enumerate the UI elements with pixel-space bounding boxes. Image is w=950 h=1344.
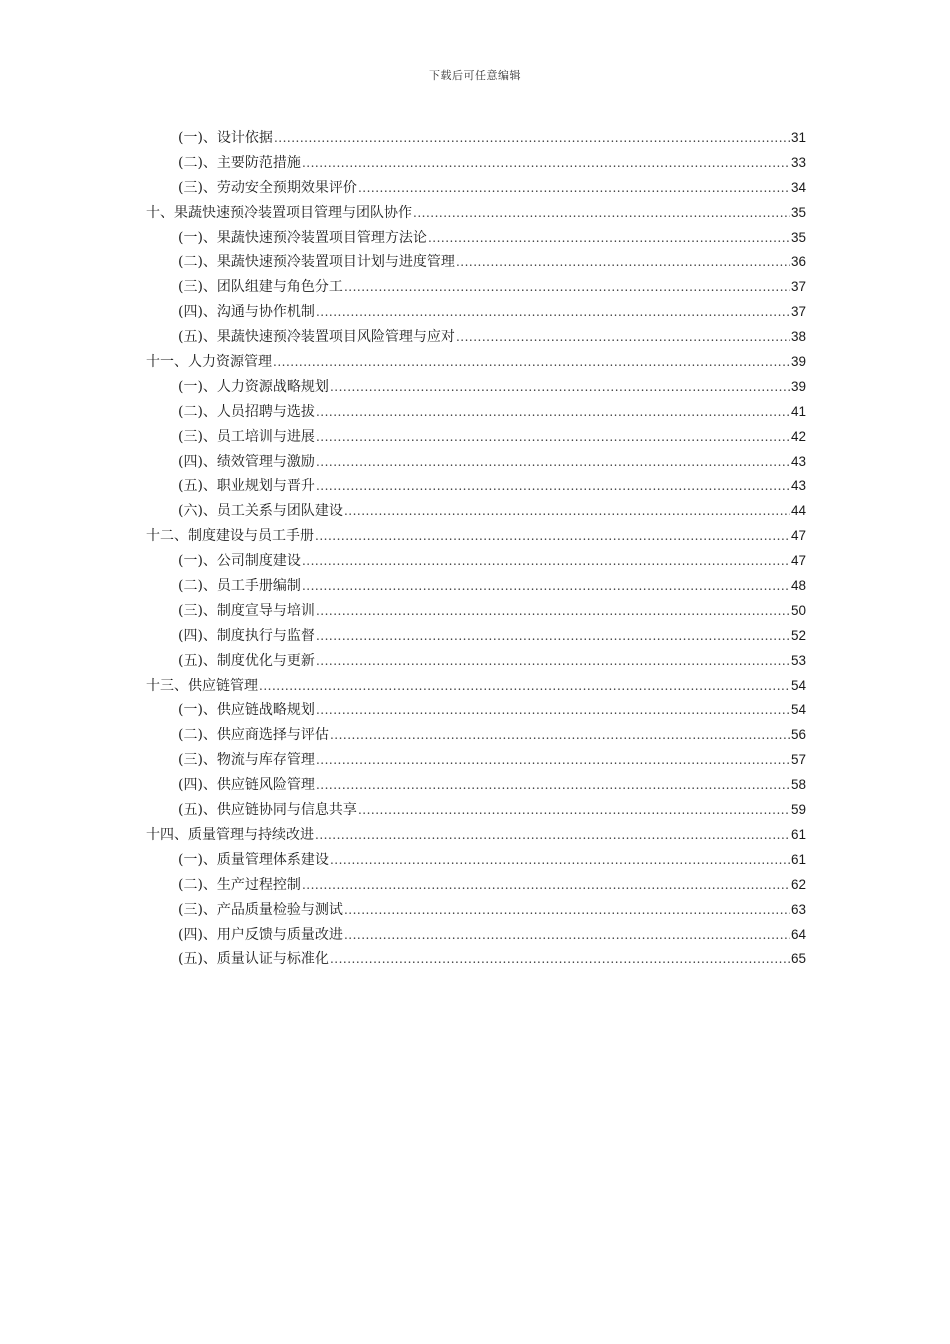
- toc-chapter-entry[interactable]: [146, 350, 806, 375]
- toc-entry-title: 十二、制度建设与员工手册: [146, 528, 314, 545]
- toc-page-number: 35: [790, 229, 806, 245]
- toc-entry-title: (四)、绩效管理与激励: [178, 453, 315, 470]
- toc-section-entry[interactable]: [146, 126, 806, 151]
- toc-dot-leader: [316, 624, 790, 649]
- toc-page-number: 34: [790, 179, 806, 195]
- toc-dot-leader: [330, 723, 790, 748]
- toc-entry-title: (四)、制度执行与监督: [178, 627, 315, 644]
- toc-dot-leader: [316, 425, 790, 450]
- toc-section-entry[interactable]: [146, 226, 806, 251]
- toc-chapter-entry[interactable]: [146, 823, 806, 848]
- table-of-contents: [146, 126, 806, 972]
- toc-section-entry[interactable]: [146, 151, 806, 176]
- toc-page-number: 47: [790, 553, 806, 569]
- toc-section-entry[interactable]: [146, 624, 806, 649]
- toc-page-number: 65: [790, 951, 806, 967]
- toc-section-entry[interactable]: [146, 275, 806, 300]
- toc-dot-leader: [330, 375, 790, 400]
- toc-entry-title: (二)、生产过程控制: [178, 876, 301, 893]
- toc-dot-leader: [316, 773, 790, 798]
- toc-page-number: 43: [790, 478, 806, 494]
- toc-section-entry[interactable]: [146, 574, 806, 599]
- toc-section-entry[interactable]: [146, 425, 806, 450]
- toc-entry-title: (三)、物流与库存管理: [178, 752, 315, 769]
- toc-section-entry[interactable]: [146, 450, 806, 475]
- toc-section-entry[interactable]: [146, 499, 806, 524]
- toc-dot-leader: [315, 524, 790, 549]
- toc-section-entry[interactable]: [146, 898, 806, 923]
- toc-page-number: 41: [790, 403, 806, 419]
- toc-dot-leader: [274, 126, 790, 151]
- toc-entry-title: (六)、员工关系与团队建设: [178, 503, 343, 520]
- toc-dot-leader: [344, 275, 790, 300]
- toc-entry-title: (一)、设计依据: [178, 130, 273, 146]
- toc-dot-leader: [302, 549, 790, 574]
- toc-page-number: 54: [790, 677, 806, 693]
- toc-dot-leader: [316, 400, 790, 425]
- toc-entry-title: (五)、质量认证与标准化: [178, 951, 329, 968]
- toc-section-entry[interactable]: [146, 723, 806, 748]
- toc-entry-title: (一)、公司制度建设: [178, 553, 301, 570]
- toc-page-number: 35: [790, 204, 806, 220]
- toc-entry-title: (五)、制度优化与更新: [178, 652, 315, 669]
- toc-entry-title: (一)、果蔬快速预冷装置项目管理方法论: [178, 229, 427, 246]
- toc-section-entry[interactable]: [146, 549, 806, 574]
- toc-section-entry[interactable]: [146, 773, 806, 798]
- toc-dot-leader: [316, 698, 790, 723]
- toc-dot-leader: [358, 176, 790, 201]
- toc-page-number: 42: [790, 428, 806, 444]
- toc-dot-leader: [316, 649, 790, 674]
- toc-dot-leader: [259, 674, 790, 699]
- toc-entry-title: (二)、员工手册编制: [178, 578, 301, 595]
- toc-section-entry[interactable]: [146, 798, 806, 823]
- toc-page-number: 58: [790, 777, 806, 793]
- toc-section-entry[interactable]: [146, 176, 806, 201]
- toc-entry-title: (三)、员工培训与进展: [178, 428, 315, 445]
- toc-section-entry[interactable]: [146, 848, 806, 873]
- toc-entry-title: (二)、主要防范措施: [178, 154, 301, 171]
- toc-entry-title: (三)、产品质量检验与测试: [178, 901, 343, 918]
- toc-section-entry[interactable]: [146, 474, 806, 499]
- toc-page-number: 39: [790, 378, 806, 394]
- toc-entry-title: 十、果蔬快速预冷装置项目管理与团队协作: [146, 204, 412, 221]
- toc-dot-leader: [413, 201, 790, 226]
- toc-section-entry[interactable]: [146, 325, 806, 350]
- toc-entry-title: (五)、果蔬快速预冷装置项目风险管理与应对: [178, 329, 455, 346]
- toc-page-number: 37: [790, 279, 806, 295]
- toc-entry-title: (二)、人员招聘与选拔: [178, 403, 315, 420]
- toc-page-number: 54: [790, 702, 806, 718]
- toc-page-number: 61: [790, 851, 806, 867]
- toc-entry-title: (四)、沟通与协作机制: [178, 304, 315, 321]
- toc-dot-leader: [344, 923, 790, 948]
- toc-entry-title: (二)、供应商选择与评估: [178, 727, 329, 744]
- toc-entry-title: (三)、劳动安全预期效果评价: [178, 179, 357, 196]
- toc-page-number: 57: [790, 752, 806, 768]
- toc-entry-title: (一)、人力资源战略规划: [178, 378, 329, 395]
- toc-page-number: 39: [790, 354, 806, 370]
- toc-dot-leader: [428, 226, 790, 251]
- toc-section-entry[interactable]: [146, 649, 806, 674]
- toc-section-entry[interactable]: [146, 923, 806, 948]
- toc-section-entry[interactable]: [146, 300, 806, 325]
- toc-page-number: 33: [790, 154, 806, 170]
- toc-dot-leader: [330, 947, 790, 972]
- toc-section-entry[interactable]: [146, 250, 806, 275]
- toc-page-number: 36: [790, 254, 806, 270]
- toc-dot-leader: [316, 599, 790, 624]
- toc-page-number: 37: [790, 304, 806, 320]
- toc-entry-title: (一)、供应链战略规划: [178, 702, 315, 719]
- toc-page-number: 43: [790, 453, 806, 469]
- toc-page-number: 48: [790, 578, 806, 594]
- toc-section-entry[interactable]: [146, 748, 806, 773]
- toc-dot-leader: [302, 151, 790, 176]
- toc-entry-title: (二)、果蔬快速预冷装置项目计划与进度管理: [178, 254, 455, 271]
- toc-page-number: 38: [790, 329, 806, 345]
- toc-dot-leader: [315, 823, 790, 848]
- toc-section-entry[interactable]: [146, 599, 806, 624]
- toc-section-entry[interactable]: [146, 698, 806, 723]
- toc-dot-leader: [302, 574, 790, 599]
- toc-entry-title: (五)、供应链协同与信息共享: [178, 802, 357, 819]
- toc-chapter-entry[interactable]: [146, 201, 806, 226]
- page-header: 下载后可任意编辑: [429, 69, 521, 82]
- toc-entry-title: (一)、质量管理体系建设: [178, 851, 329, 868]
- toc-page-number: 56: [790, 727, 806, 743]
- toc-page-number: 50: [790, 602, 806, 618]
- toc-dot-leader: [316, 450, 790, 475]
- toc-chapter-entry[interactable]: [146, 524, 806, 549]
- toc-entry-title: (四)、用户反馈与质量改进: [178, 926, 343, 943]
- toc-dot-leader: [456, 325, 790, 350]
- toc-entry-title: 十三、供应链管理: [146, 677, 258, 694]
- toc-dot-leader: [302, 873, 790, 898]
- toc-page-number: 62: [790, 876, 806, 892]
- toc-page-number: 47: [790, 528, 806, 544]
- toc-entry-title: (三)、制度宣导与培训: [178, 602, 315, 619]
- toc-entry-title: (五)、职业规划与晋升: [178, 478, 315, 495]
- toc-page-number: 61: [790, 826, 806, 842]
- toc-dot-leader: [316, 300, 790, 325]
- toc-section-entry[interactable]: [146, 947, 806, 972]
- toc-dot-leader: [316, 748, 790, 773]
- toc-dot-leader: [316, 474, 790, 499]
- toc-dot-leader: [358, 798, 790, 823]
- toc-section-entry[interactable]: [146, 375, 806, 400]
- toc-page-number: 52: [790, 627, 806, 643]
- toc-entry-title: (四)、供应链风险管理: [178, 777, 315, 794]
- toc-page-number: 53: [790, 652, 806, 668]
- toc-page-number: 64: [790, 926, 806, 942]
- toc-chapter-entry[interactable]: [146, 674, 806, 699]
- toc-page-number: 31: [790, 130, 806, 145]
- toc-section-entry[interactable]: [146, 873, 806, 898]
- toc-dot-leader: [273, 350, 790, 375]
- toc-dot-leader: [330, 848, 790, 873]
- toc-entry-title: 十四、质量管理与持续改进: [146, 826, 314, 843]
- toc-dot-leader: [456, 250, 790, 275]
- toc-page-number: 44: [790, 503, 806, 519]
- toc-dot-leader: [344, 499, 790, 524]
- toc-entry-title: 十一、人力资源管理: [146, 354, 272, 371]
- toc-page-number: 63: [790, 901, 806, 917]
- toc-section-entry[interactable]: [146, 400, 806, 425]
- toc-page-number: 59: [790, 802, 806, 818]
- toc-entry-title: (三)、团队组建与角色分工: [178, 279, 343, 296]
- toc-dot-leader: [344, 898, 790, 923]
